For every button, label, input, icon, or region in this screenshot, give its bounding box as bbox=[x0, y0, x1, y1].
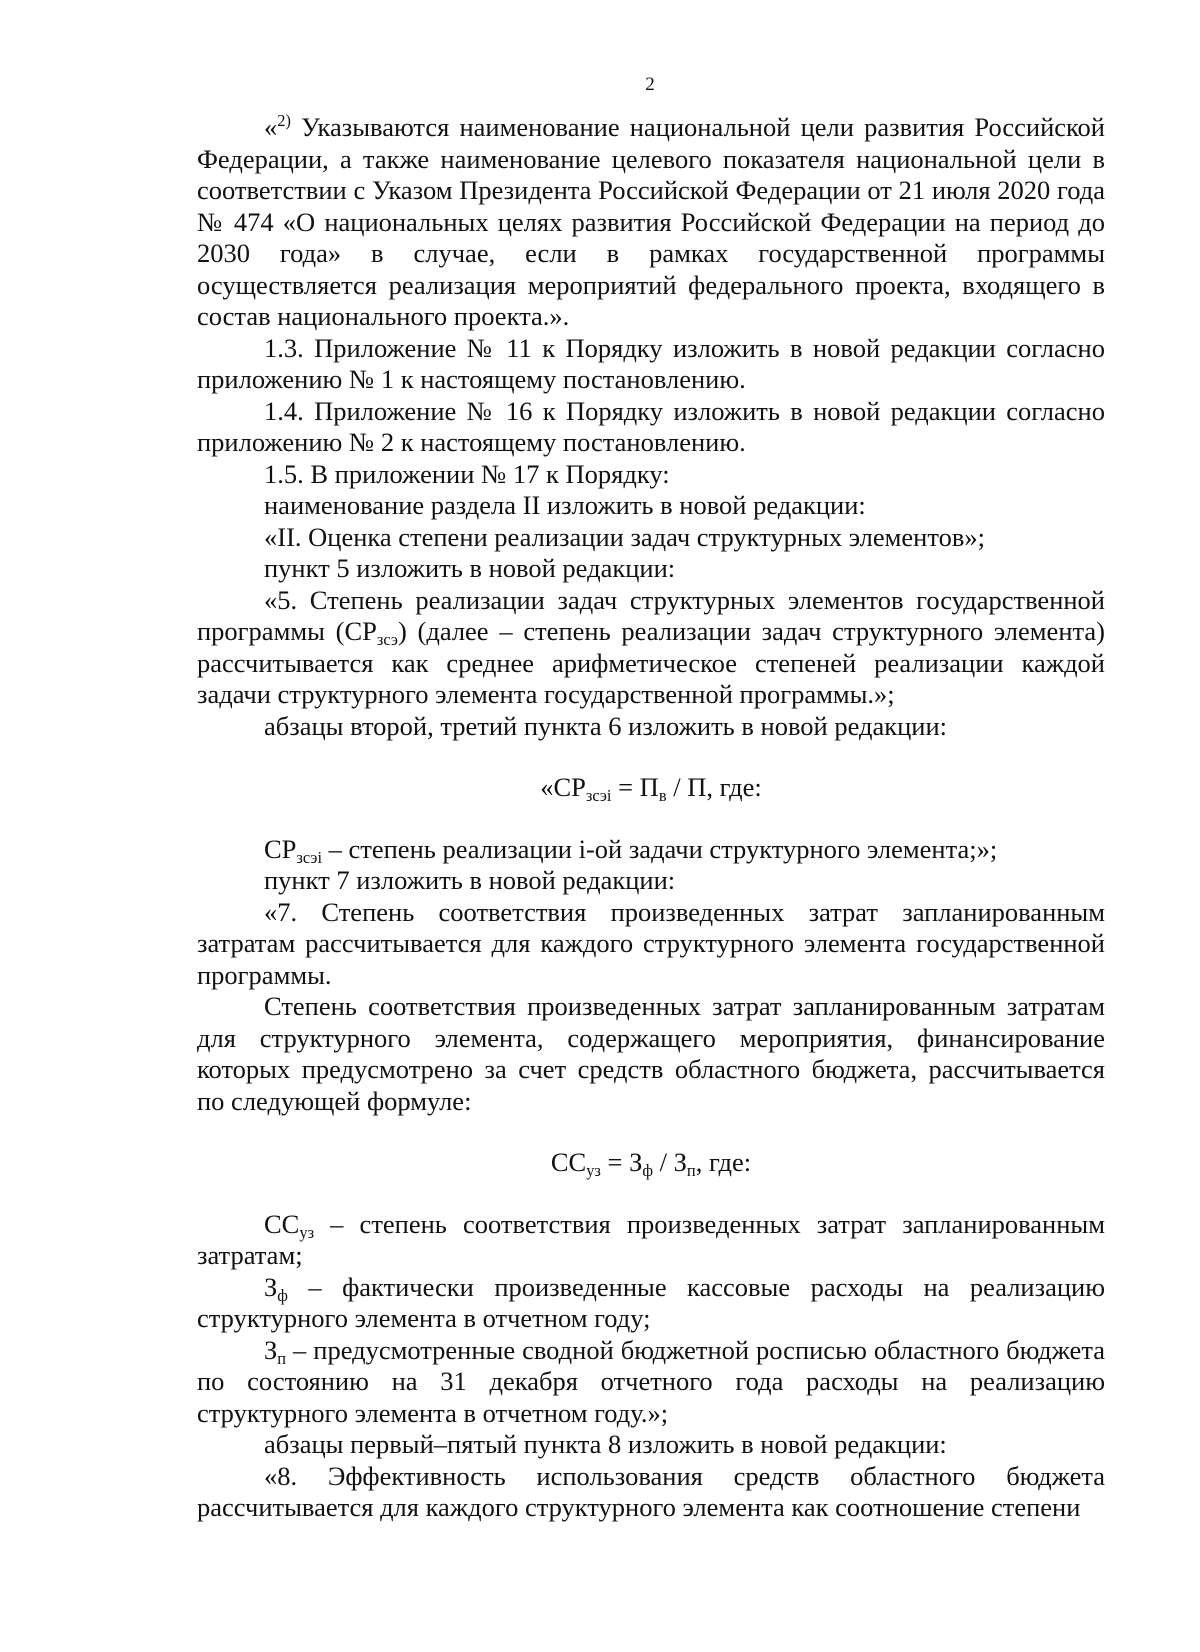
paragraph-sr-definition bbox=[197, 834, 1105, 866]
zp-def-b: – предусмотренные сводной бюджетной росписью областного бюджета по состоянию на 31 декабря отчетного года расходы на реализацию структурного элемента в отчетном году.»; bbox=[197, 1334, 1105, 1428]
sr-def-sub: зсэi bbox=[296, 847, 323, 867]
formula-ss-a: СС bbox=[550, 1147, 587, 1177]
formula-ss-c: / З bbox=[653, 1147, 687, 1177]
formula-sr-sub1: зсэi bbox=[585, 785, 612, 805]
item-5-text-a: «5. Степень реализации задач структурных элементов государственной программы (СР bbox=[197, 584, 1105, 646]
paragraph-item-7: «7. Степень соответствия произведенных затрат запланированным затратам рассчитывается для каждого структурного элемента государственной программы. bbox=[197, 896, 1105, 990]
paragraph-zp-definition bbox=[197, 1335, 1105, 1430]
paragraph-1-3: 1.3. Приложение № 11 к Порядку изложить в новой редакции согласно приложению № 1 к настоящему постановлению. bbox=[197, 332, 1105, 394]
paragraph-item-5-intro: пункт 5 изложить в новой редакции: bbox=[264, 553, 676, 583]
paragraph-zf-definition bbox=[197, 1272, 1105, 1335]
formula-ss-d: , где: bbox=[695, 1147, 752, 1177]
ss-def-b: – степень соответствия произведенных затрат запланированным затратам; bbox=[197, 1208, 1105, 1270]
formula-sr-b: = П bbox=[611, 772, 659, 802]
formula-sr-c: / П, где: bbox=[666, 772, 762, 802]
zp-def-a: З bbox=[264, 1334, 278, 1365]
formula-sr-sub2: в bbox=[658, 785, 667, 805]
document-body bbox=[197, 112, 1105, 1524]
footnote-marker: 2) bbox=[277, 111, 291, 131]
formula-ss-sub2: ф bbox=[642, 1160, 654, 1180]
paragraph-item-8-intro: абзацы первый–пятый пункта 8 изложить в новой редакции: bbox=[264, 1429, 947, 1459]
zf-def-a: З bbox=[264, 1271, 278, 1302]
paragraph-item-5 bbox=[197, 585, 1105, 711]
formula-ss bbox=[197, 1147, 1105, 1179]
ss-def-sub: уз bbox=[299, 1222, 315, 1242]
paragraph-item-7-formula-intro: Степень соответствия произведенных затрат запланированным затратам для структурного элемента, содержащего мероприятия, финансирование которых предусмотрено за счет средств областного бюджета, рассчитывается по следующей формуле: bbox=[197, 991, 1105, 1116]
zp-def-sub: п bbox=[277, 1348, 287, 1368]
sr-def-b: – степень реализации i-ой задачи структурного элемента;»; bbox=[322, 833, 998, 864]
formula-ss-b: = З bbox=[600, 1147, 643, 1177]
item-5-subscript: зсэ bbox=[376, 629, 398, 649]
paragraph-item-8: «8. Эффективность использования средств областного бюджета рассчитывается для каждого структурного элемента как соотношение степени bbox=[197, 1460, 1105, 1522]
paragraph-1-4: 1.4. Приложение № 16 к Порядку изложить в новой редакции согласно приложению № 2 к настоящему постановлению. bbox=[197, 395, 1105, 457]
formula-ss-sub3: п bbox=[686, 1160, 696, 1180]
formula-sr-a: «СР bbox=[540, 772, 586, 802]
paragraph-section-name: наименование раздела II изложить в новой редакции: bbox=[264, 490, 866, 520]
page-number: 2 bbox=[645, 74, 655, 95]
paragraph-section-title: «II. Оценка степени реализации задач структурных элементов»; bbox=[264, 521, 985, 552]
paragraph-1-5: 1.5. В приложении № 17 к Порядку: bbox=[264, 458, 670, 489]
zf-def-sub: ф bbox=[277, 1285, 288, 1305]
paragraph-ss-definition bbox=[197, 1209, 1105, 1272]
footnote-text: Указываются наименование национальной цели развития Российской Федерации, а также наименование целевого показателя национальной цели в соответствии с Указом Президента Российской Федерации от 21 июля 2020 года № 474 «О национальных целях развития Российской Федерации на период до 2030 года» в случае, если в рамках государственной программы осуществляется реализация мероприятий федерального проекта, входящего в состав национального проекта.». bbox=[197, 112, 1105, 331]
paragraph-item-7-intro: пункт 7 изложить в новой редакции: bbox=[264, 865, 676, 895]
ss-def-a: СС bbox=[264, 1208, 300, 1239]
sr-def-a: СР bbox=[264, 833, 297, 864]
paragraph-item-6-intro: абзацы второй, третий пункта 6 изложить в новой редакции: bbox=[264, 710, 948, 741]
zf-def-b: – фактически произведенные кассовые расходы на реализацию структурного элемента в отчетном году; bbox=[197, 1271, 1105, 1333]
formula-ss-sub1: уз bbox=[586, 1160, 601, 1180]
item-5-text-b: ) (далее – степень реализации задач структурного элемента) рассчитывается как среднее арифметическое степеней реализации каждой задачи структурного элемента государственной программы.»; bbox=[197, 616, 1105, 709]
paragraph-footnote-2 bbox=[197, 112, 1105, 333]
footnote-open-quote: « bbox=[264, 112, 278, 142]
formula-sr bbox=[197, 772, 1105, 804]
